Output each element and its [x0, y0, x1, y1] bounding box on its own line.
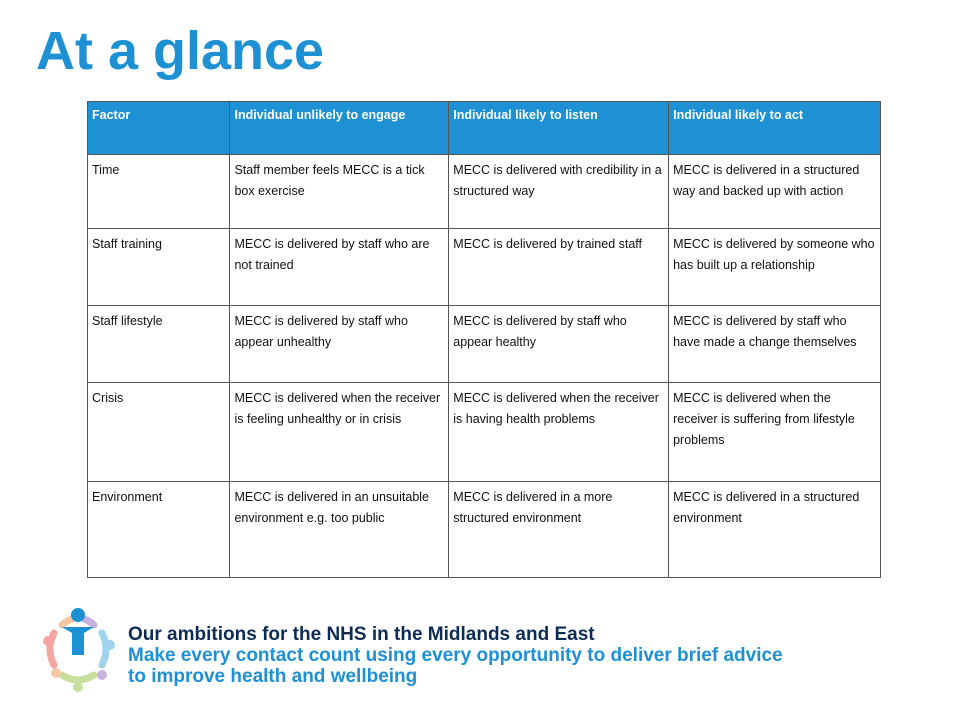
- listen-cell: MECC is delivered by staff who appear healthy: [449, 306, 669, 383]
- table-row: [88, 383, 881, 482]
- page-title: At a glance: [36, 21, 325, 81]
- act-cell: MECC is delivered by staff who have made a change themselves: [669, 306, 881, 383]
- act-cell: MECC is delivered in a structured way and backed up with action: [669, 155, 881, 229]
- unlikely-cell: MECC is delivered by staff who appear unhealthy: [230, 306, 449, 383]
- footer-line-3: to improve health and wellbeing: [128, 666, 418, 687]
- factor-cell: Crisis: [88, 383, 230, 482]
- table-row: [88, 229, 881, 306]
- act-cell: MECC is delivered by someone who has built up a relationship: [669, 229, 881, 306]
- act-cell: MECC is delivered when the receiver is suffering from lifestyle problems: [669, 383, 881, 482]
- header-factor: Factor: [88, 102, 230, 155]
- table-row: [88, 155, 881, 229]
- factor-cell: Staff lifestyle: [88, 306, 230, 383]
- table-header-row: [88, 102, 881, 155]
- unlikely-cell: MECC is delivered when the receiver is feeling unhealthy or in crisis: [230, 383, 449, 482]
- listen-cell: MECC is delivered by trained staff: [449, 229, 669, 306]
- listen-cell: MECC is delivered with credibility in a structured way: [449, 155, 669, 229]
- listen-cell: MECC is delivered when the receiver is having health problems: [449, 383, 669, 482]
- unlikely-cell: MECC is delivered in an unsuitable environment e.g. too public: [230, 482, 449, 578]
- table-row: [88, 306, 881, 383]
- header-unlikely-to-engage: Individual unlikely to engage: [230, 102, 449, 155]
- header-likely-to-listen: Individual likely to listen: [449, 102, 669, 155]
- act-cell: MECC is delivered in a structured environment: [669, 482, 881, 578]
- factor-cell: Staff training: [88, 229, 230, 306]
- footer-line-2: Make every contact count using every opportunity to deliver brief advice: [128, 645, 783, 666]
- listen-cell: MECC is delivered in a more structured environment: [449, 482, 669, 578]
- people-circle-logo-icon: [32, 603, 124, 695]
- unlikely-cell: Staff member feels MECC is a tick box exercise: [230, 155, 449, 229]
- factor-cell: Environment: [88, 482, 230, 578]
- mecc-table: [87, 101, 881, 578]
- header-likely-to-act: Individual likely to act: [669, 102, 881, 155]
- footer-line-1: Our ambitions for the NHS in the Midlands and East: [128, 624, 595, 645]
- unlikely-cell: MECC is delivered by staff who are not trained: [230, 229, 449, 306]
- footer-text: [128, 624, 783, 687]
- factor-cell: Time: [88, 155, 230, 229]
- table-row: [88, 482, 881, 578]
